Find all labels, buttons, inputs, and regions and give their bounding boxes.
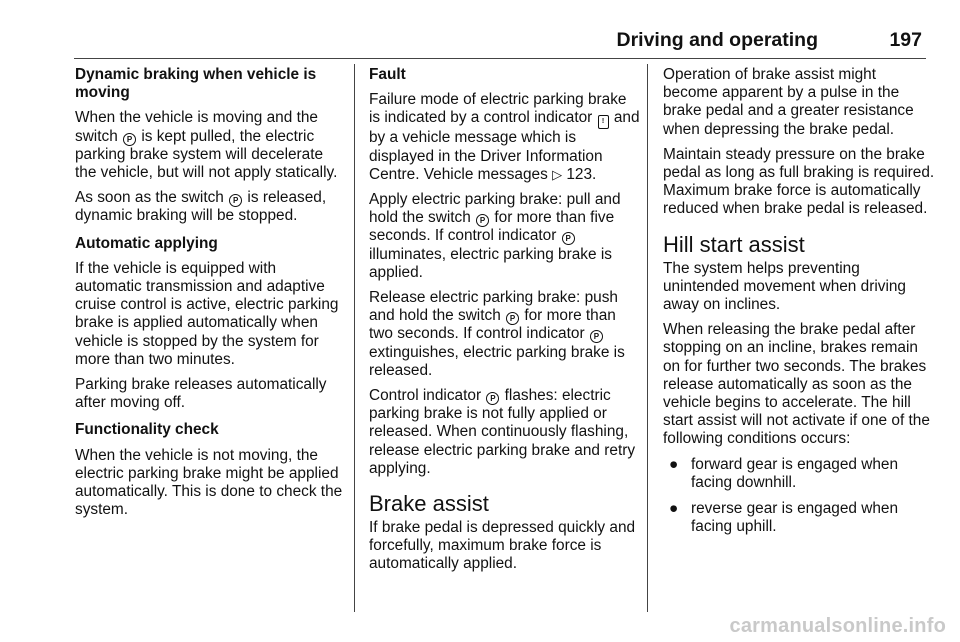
parking-brake-indicator-icon: P xyxy=(486,392,499,405)
watermark: carmanualsonline.info xyxy=(729,615,946,637)
section-heading-hill-start-assist: Hill start assist xyxy=(663,231,805,257)
paragraph: When the vehicle is moving and the switch P is kept pulled, the electric parking brake system will decelerate the vehicle, but will not apply statically. xyxy=(75,109,338,182)
bullet-icon: ● xyxy=(669,500,679,518)
paragraph: If the vehicle is equipped with automatic transmission and adaptive cruise control is active, electric parking brake is applied automatically when vehicle is stopped by the system for more than two minutes. xyxy=(75,259,339,368)
column-right xyxy=(663,66,935,544)
section-heading-functionality-check: Functionality check xyxy=(75,421,219,439)
column-left xyxy=(75,66,345,526)
list-item: ● reverse gear is engaged when facing uphill. xyxy=(669,500,899,536)
parking-brake-switch-icon: P xyxy=(229,194,242,207)
paragraph: Failure mode of electric parking brake is indicated by a control indicator ! and by a vehicle message which is displayed in the Driver Information Centre. Vehicle messages ▷ 123. xyxy=(369,91,640,183)
parking-brake-indicator-icon: P xyxy=(562,232,575,245)
parking-brake-switch-icon: P xyxy=(476,214,489,227)
page-header xyxy=(74,26,926,59)
page-number: 197 xyxy=(889,29,922,51)
paragraph: If brake pedal is depressed quickly and forcefully, maximum brake force is automatically applied. xyxy=(369,519,636,573)
paragraph: Release electric parking brake: push and hold the switch P for more than two seconds. If control indicator P extinguishes, electric parking brake is released. xyxy=(369,289,625,379)
parking-brake-indicator-icon: P xyxy=(590,330,603,343)
section-heading-dynamic-braking: Dynamic braking when vehicle is moving xyxy=(75,66,317,102)
section-heading-fault: Fault xyxy=(369,66,406,83)
paragraph: Apply electric parking brake: pull and hold the switch P for more than five seconds. If control indicator P illuminates, electric parking brake is applied. xyxy=(369,191,621,281)
page-reference-arrow-icon: ▷ xyxy=(552,166,563,182)
column-middle xyxy=(369,66,641,581)
paragraph: The system helps preventing unintended movement when driving away on inclines. xyxy=(663,259,906,314)
column-divider xyxy=(647,64,648,612)
paragraph: When releasing the brake pedal after stopping on an incline, brakes remain on for further two seconds. The brakes release automatically as soon as the vehicle begins to accelerate. The hill start assist will not activate if one of the following conditions occurs: xyxy=(663,321,930,448)
bullet-icon: ● xyxy=(669,455,679,473)
paragraph: Parking brake releases automatically after moving off. xyxy=(75,376,327,412)
paragraph: Control indicator P flashes: electric parking brake is not fully applied or released. When continuously flashing, release electric parking brake and retry applying. xyxy=(369,387,636,477)
section-heading-brake-assist: Brake assist xyxy=(369,491,489,517)
paragraph: Operation of brake assist might become apparent by a pulse in the brake pedal and a greater resistance when depressing the brake pedal. xyxy=(663,66,914,138)
paragraph: When the vehicle is not moving, the electric parking brake might be applied automatically. This is done to check the system. xyxy=(75,446,343,519)
column-divider xyxy=(354,64,355,612)
page-title: Driving and operating xyxy=(616,29,818,51)
paragraph: Maintain steady pressure on the brake pedal as long as full braking is required. Maximum brake force is automatically reduced when brake pedal is released. xyxy=(663,145,935,218)
conditions-list xyxy=(663,456,935,537)
list-item: ● forward gear is engaged when facing downhill. xyxy=(669,455,899,491)
fault-indicator-icon: ! xyxy=(598,115,609,129)
parking-brake-switch-icon: P xyxy=(506,312,519,325)
paragraph: As soon as the switch P is released, dynamic braking will be stopped. xyxy=(75,189,327,225)
parking-brake-switch-icon: P xyxy=(123,133,136,146)
page-reference-link[interactable]: 123. xyxy=(566,165,597,183)
section-heading-automatic-applying: Automatic applying xyxy=(75,234,218,252)
